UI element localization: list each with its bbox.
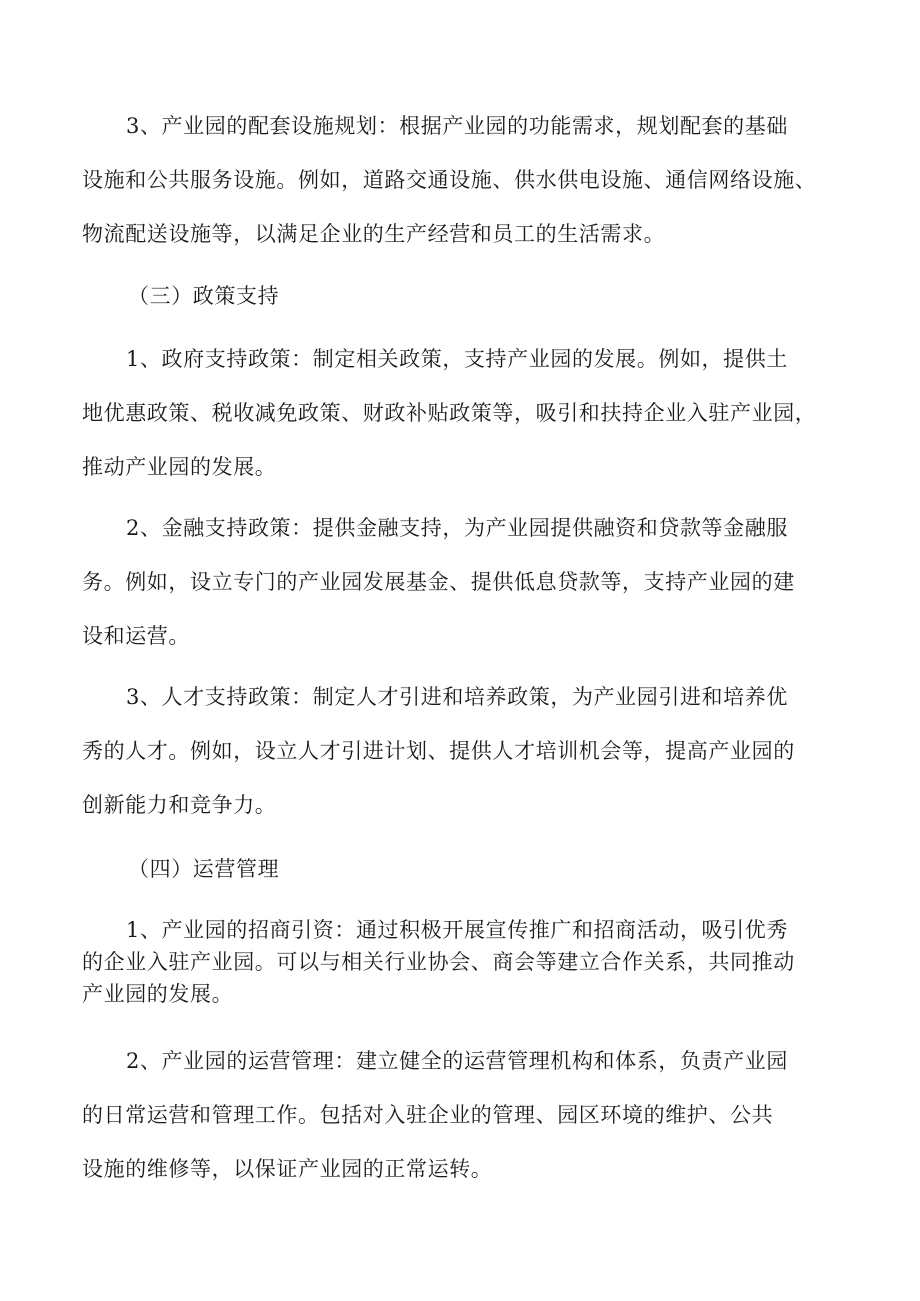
section-heading-operations: （四）运营管理 [128,857,280,881]
paragraph-line: 推动产业园的发展。 [82,455,277,479]
paragraph-line: 2、金融支持政策：提供金融支持，为产业园提供融资和贷款等金融服 [126,516,788,540]
paragraph-operations-management [82,1044,842,1206]
paragraph-line: 3、人才支持政策：制定人才引进和培养政策，为产业园引进和培养优 [126,685,788,709]
paragraph-line: 设施和公共服务设施。例如，道路交通设施、供水供电设施、通信网络设施、 [82,168,817,192]
paragraph-line: 秀的人才。例如，设立人才引进计划、提供人才培训机会等，提高产业园的 [82,739,795,763]
paragraph-line: 1、产业园的招商引资：通过积极开展宣传推广和招商活动，吸引优秀 [126,918,788,942]
section-heading-policy-support: （三）政策支持 [128,284,280,308]
paragraph-facilities-planning [82,109,842,271]
paragraph-line: 的日常运营和管理工作。包括对入驻企业的管理、园区环境的维护、公共 [82,1103,774,1127]
paragraph-line: 2、产业园的运营管理：建立健全的运营管理机构和体系，负责产业园 [126,1049,788,1073]
paragraph-line: 务。例如，设立专门的产业园发展基金、提供低息贷款等，支持产业园的建 [82,570,795,594]
paragraph-line: 的企业入驻产业园。可以与相关行业协会、商会等建立合作关系，共同推动 [82,950,795,974]
paragraph-line: 设和运营。 [82,624,190,648]
paragraph-line: 1、政府支持政策：制定相关政策，支持产业园的发展。例如，提供土 [126,347,788,371]
paragraph-line: 产业园的发展。 [82,982,234,1006]
paragraph-investment-attraction [82,914,842,1010]
paragraph-government-policy [82,342,842,504]
paragraph-line: 地优惠政策、税收减免政策、财政补贴政策等，吸引和扶持企业入驻产业园， [82,401,817,425]
paragraph-line: 创新能力和竞争力。 [82,793,277,817]
paragraph-talent-policy [82,680,842,842]
paragraph-line: 3、产业园的配套设施规划：根据产业园的功能需求，规划配套的基础 [126,114,788,138]
paragraph-line: 物流配送设施等，以满足企业的生产经营和员工的生活需求。 [82,222,666,246]
paragraph-line: 设施的维修等，以保证产业园的正常运转。 [82,1157,493,1181]
paragraph-financial-policy [82,511,842,673]
